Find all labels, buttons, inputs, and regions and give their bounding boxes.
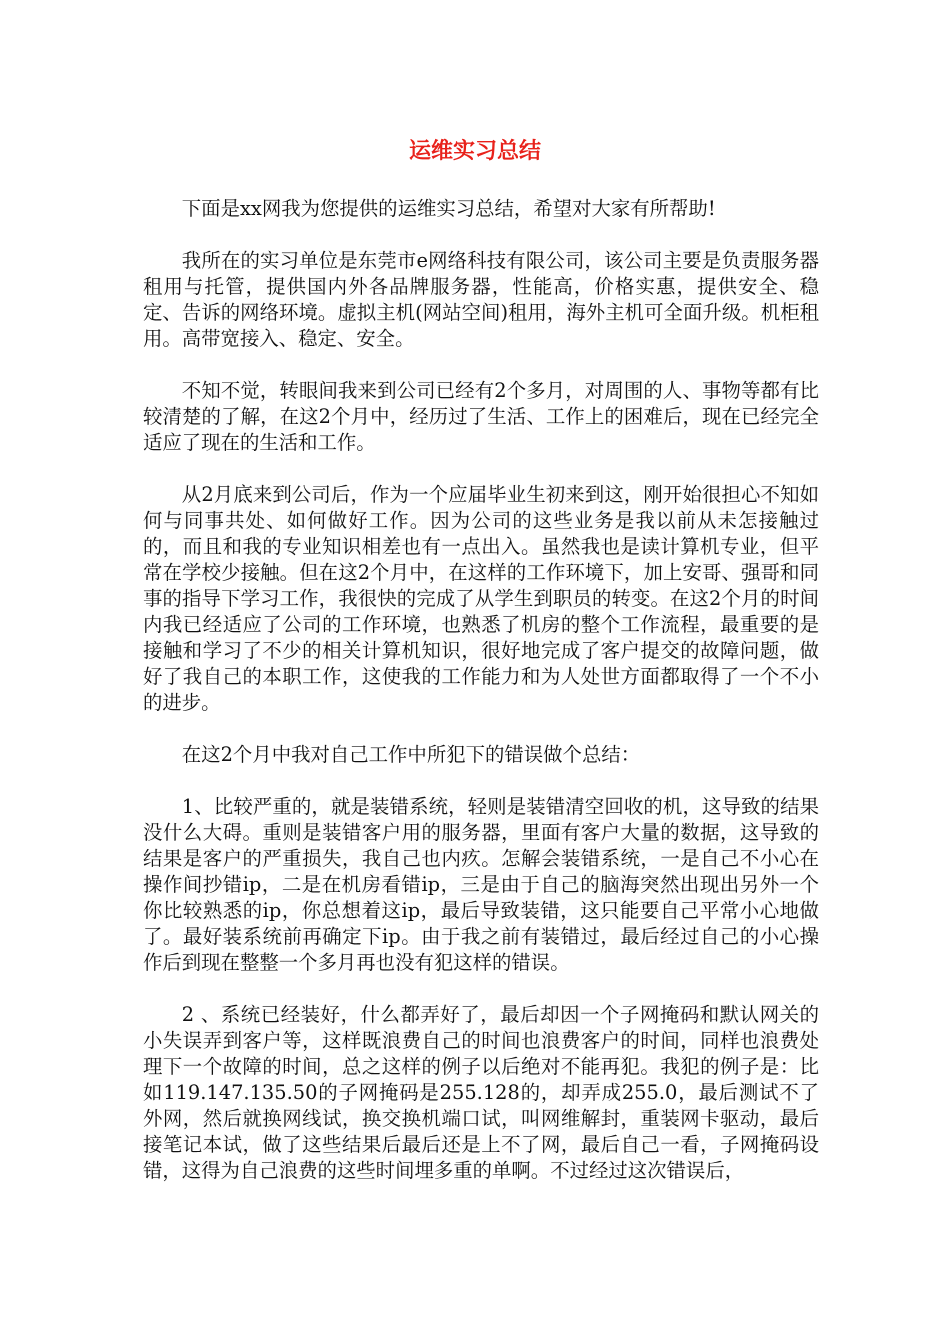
paragraph-mistake-1: 1、比较严重的，就是装错系统，轻则是装错清空回收的机，这导致的结果没什么大碍。重则是装错客户用的服务器，里面有客户大量的数据，这导致的结果是客户的严重损失，我自己也内疚。怎解会装错系统，一是自己不小心在操作间抄错ip，二是在机房看错ip，三是由于自己的脑海突然出现出另外一个你比较熟悉的ip，你总想着这ip，最后导致装错，这只能要自己平常小心地做了。最好装系统前再确定下ip。由于我之前有装错过，最后经过自己的小心操作后到现在整整一个多月再也没有犯这样的错误。: [143, 795, 819, 974]
paragraph-company: 我所在的实习单位是东莞市e网络科技有限公司，该公司主要是负责服务器租用与托管，提供国内外各品牌服务器，性能高，价格实惠，提供安全、稳定、告诉的网络环境。虚拟主机(网站空间)租用，海外主机可全面升级。机柜租用。高带宽接入、稳定、安全。: [143, 249, 819, 350]
paragraph-adaptation: 不知不觉，转眼间我来到公司已经有2个多月，对周围的人、事物等都有比较清楚的了解，在这2个月中，经历过了生活、工作上的困难后，现在已经完全适应了现在的生活和工作。: [143, 379, 819, 454]
paragraph-summary-intro: 在这2个月中我对自己工作中所犯下的错误做个总结：: [181, 743, 641, 766]
paragraph-intro: 下面是xx网我为您提供的运维实习总结，希望对大家有所帮助!: [181, 197, 716, 220]
paragraph-growth: 从2月底来到公司后，作为一个应届毕业生初来到这，刚开始很担心不知如何与同事共处、如何做好工作。因为公司的这些业务是我以前从未怎接触过的，而且和我的专业知识相差也有一点出入。虽然我也是读计算机专业，但平常在学校少接触。但在这2个月中，在这样的工作环境下，加上安哥、强哥和同事的指导下学习工作，我很快的完成了从学生到职员的转变。在这2个月的时间内我已经适应了公司的工作环境，也熟悉了机房的整个工作流程，最重要的是接触和学习了不少的相关计算机知识，很好地完成了客户提交的故障问题，做好了我自己的本职工作，这使我的工作能力和为人处世方面都取得了一个不小的进步。: [143, 483, 819, 714]
paragraph-mistake-2: 2 、系统已经装好，什么都弄好了，最后却因一个子网掩码和默认网关的小失误弄到客户等，这样既浪费自己的时间也浪费客户的时间，同样也浪费处理下一个故障的时间，总之这样的例子以后绝对不能再犯。我犯的例子是：比如119.147.135.50的子网掩码是255.128的，却弄成255.0，最后测试不了外网，然后就换网线试，换交换机端口试，叫网维解封，重装网卡驱动，最后接笔记本试，做了这些结果后最后还是上不了网，最后自己一看，子网掩码设错，这得为自己浪费的这些时间埋多重的单啊。不过经过这次错误后，: [143, 1003, 819, 1182]
document-title: 运维实习总结: [408, 139, 541, 164]
document-body: [143, 196, 819, 1210]
